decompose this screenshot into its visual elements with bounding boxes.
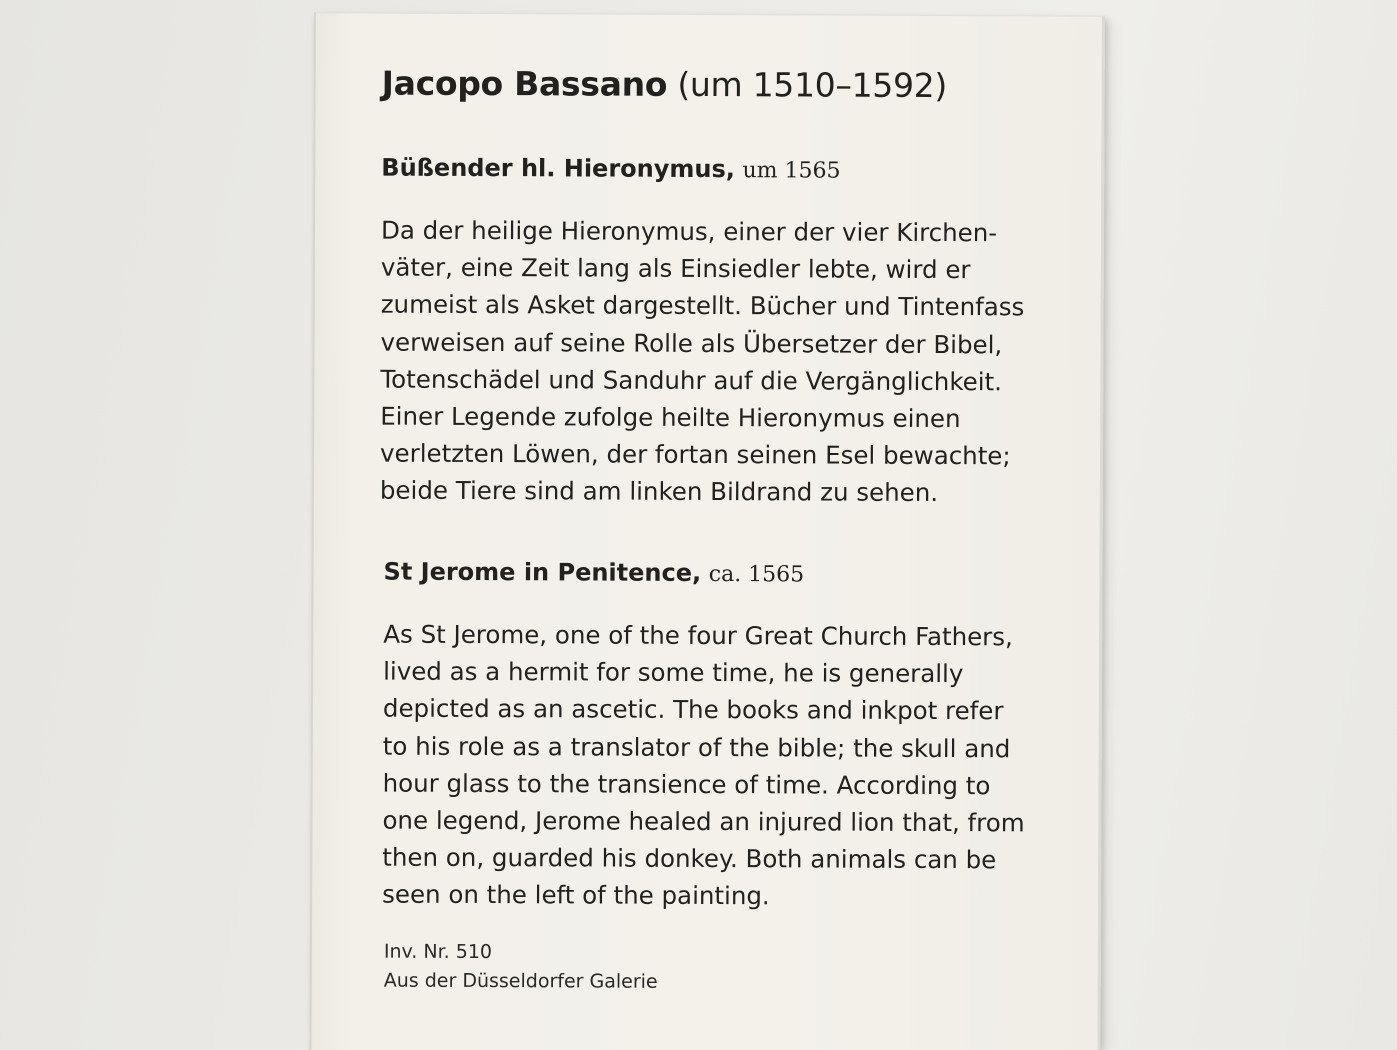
- artist-dates: (um 1510–1592): [677, 64, 948, 106]
- artist-name: Jacopo Bassano: [381, 63, 668, 104]
- provenance: Aus der Düsseldorfer Galerie: [383, 969, 658, 993]
- german-line: Da der heilige Hieronymus, einer der vier Kirchen-: [380, 215, 998, 248]
- english-line: lived as a hermit for some time, he is generally: [383, 656, 964, 689]
- german-line: beide Tiere sind am linken Bildrand zu sehen.: [379, 475, 939, 508]
- english-line: then on, guarded his donkey. Both animals can be: [382, 842, 997, 875]
- english-line: seen on the left of the painting.: [382, 880, 770, 911]
- german-line: väter, eine Zeit lang als Einsiedler lebte, wird er: [380, 252, 971, 285]
- english-line: hour glass to the transience of time. According to: [382, 768, 991, 801]
- german-description: [380, 212, 1025, 512]
- english-line: to his role as a translator of the bible; the skull and: [382, 731, 1011, 763]
- english-title: [384, 558, 805, 588]
- german-work-date: um 1565: [742, 158, 841, 184]
- german-line: zumeist als Asket dargestellt. Bücher und Tintenfass: [380, 289, 1025, 322]
- german-line: verweisen auf seine Rolle als Übersetzer der Bibel,: [380, 327, 1003, 359]
- german-line: Einer Legende zufolge heilte Hieronymus einen: [380, 401, 961, 434]
- english-line: As St Jerome, one of the four Great Church Fathers,: [383, 619, 1013, 652]
- german-work-title: Büßender hl. Hieronymus,: [381, 153, 735, 184]
- german-line: Totenschädel und Sanduhr auf die Vergänglichkeit.: [380, 364, 1003, 397]
- german-title: [381, 154, 840, 184]
- german-line: verletzten Löwen, der fortan seinen Esel bewachte;: [380, 438, 1011, 471]
- museum-label-card: [309, 12, 1105, 1050]
- artist-heading: [382, 64, 947, 105]
- english-work-title: St Jerome in Penitence,: [383, 557, 702, 587]
- english-line: depicted as an ascetic. The books and inkpot refer: [382, 693, 1004, 726]
- english-description: [382, 616, 1025, 916]
- english-work-date: ca. 1565: [708, 562, 805, 588]
- label-footer: [384, 938, 658, 997]
- english-line: one legend, Jerome healed an injured lion that, from: [382, 805, 1025, 838]
- inventory-number: Inv. Nr. 510: [383, 940, 493, 964]
